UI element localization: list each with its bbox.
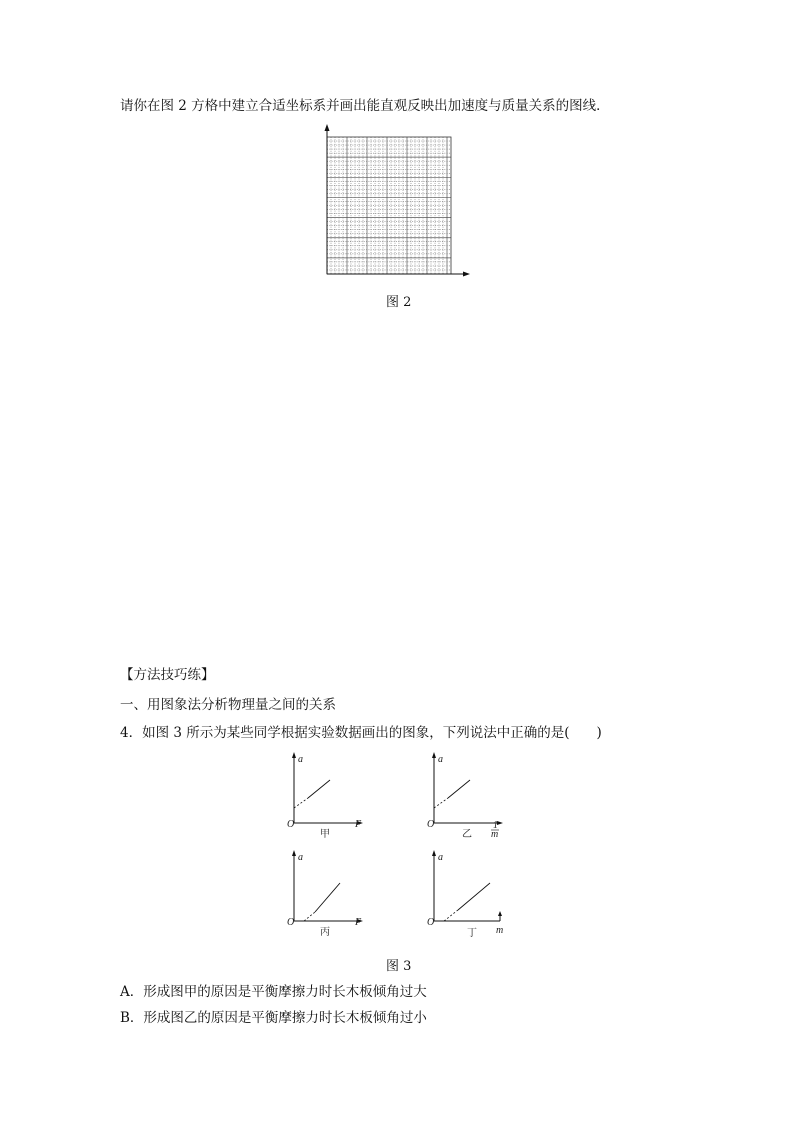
graph-bing (282, 850, 372, 940)
graph-bing-y-label: a (298, 852, 303, 863)
subsection-title: 一、用图象法分析物理量之间的关系 (120, 697, 336, 713)
graph-yi-name: 乙 (462, 829, 472, 840)
section-title: 【方法技巧练】 (120, 667, 215, 683)
graph-bing-origin: O (287, 917, 295, 928)
figure-3-caption: 图 3 (386, 959, 412, 974)
graph-yi-y-label: a (438, 754, 443, 765)
graph-jia (282, 752, 372, 842)
instruction-text: 请你在图 2 方格中建立合适坐标系并画出能直观反映出加速度与质量关系的图线． (120, 98, 610, 114)
graph-ding-y-label: a (438, 852, 443, 863)
graph-jia-origin: O (287, 819, 295, 830)
option-a: A．形成图甲的原因是平衡摩擦力时长木板倾角过大 (120, 984, 427, 1000)
graph-jia-y-label: a (298, 754, 303, 765)
question-text: 4．如图 3 所示为某些同学根据实验数据画出的图象，下列说法中正确的是( ) (120, 725, 602, 741)
figure-2-grid (315, 122, 475, 282)
graph-jia-x-label: F (355, 819, 362, 830)
graph-ding (422, 850, 512, 940)
grid-x-arrow (463, 272, 470, 277)
graph-yi-origin: O (427, 819, 435, 830)
graph-bing-x-label: F (355, 917, 362, 928)
graph-ding-name: 丁 (467, 928, 477, 939)
grid-y-arrow (325, 124, 330, 131)
graph-jia-name: 甲 (320, 829, 330, 840)
option-b: B．形成图乙的原因是平衡摩擦力时长木板倾角过小 (120, 1010, 427, 1026)
graph-yi (422, 752, 512, 842)
graph-yi-x-label-num: 1 (493, 820, 498, 831)
graph-ding-x-label: m (496, 925, 504, 936)
graph-yi-x-label-den: m (491, 829, 499, 840)
figure-2-caption: 图 2 (386, 295, 412, 310)
graph-ding-origin: O (427, 917, 435, 928)
graph-bing-name: 丙 (320, 927, 330, 938)
